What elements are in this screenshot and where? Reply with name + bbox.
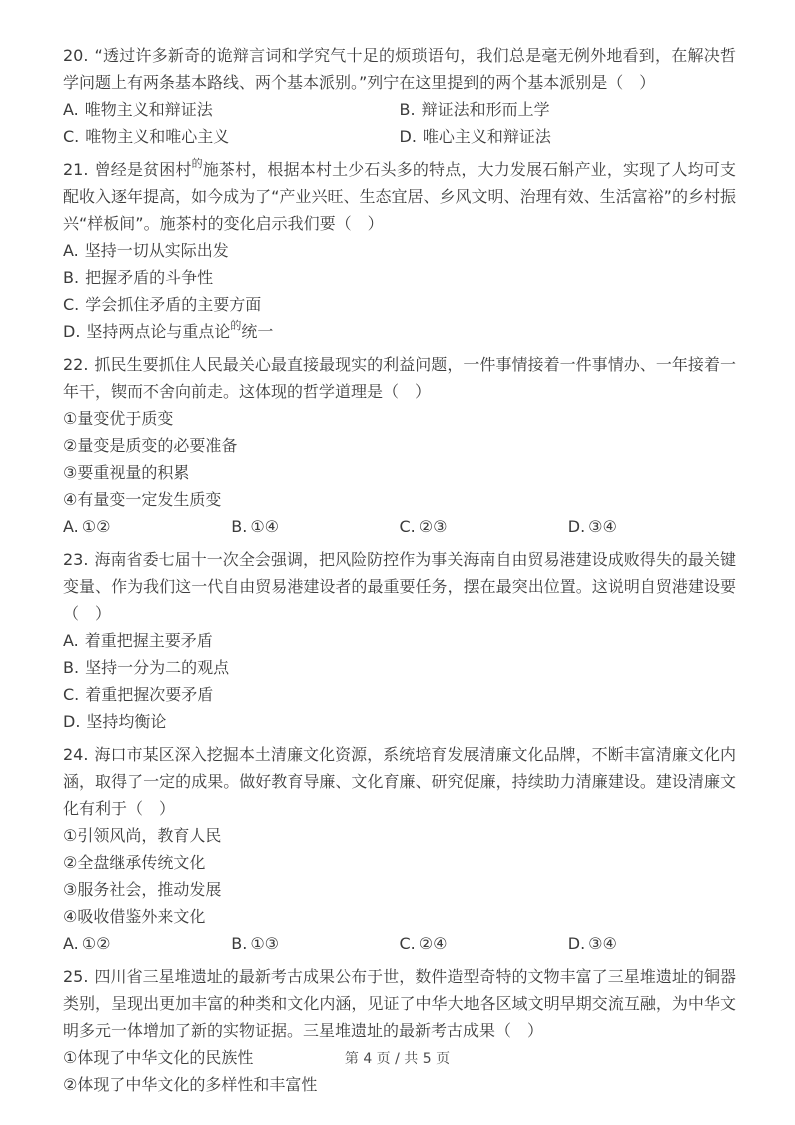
stem-text: 施茶村，根据本村土少石头多的特点，大力发展石斛产业，实现了人均可支配收入逐年提高，如今成为了“产业兴旺、生态宜居、乡风文明、治理有效、生活富裕”的乡村振兴“样板间”。施茶村的变化启示我们要（ ） <box>63 160 736 233</box>
stem-text: 抓民生要抓住人民最关心最直接最现实的利益问题，一件事情接着一件事情办、一年接着一年干，锲而不舍向前走。这体现的哲学道理是（ ） <box>63 355 736 401</box>
statement-item: ②体现了中华文化的多样性和丰富性 <box>63 1075 318 1094</box>
option-d <box>568 513 736 540</box>
option-label: D. <box>63 712 81 731</box>
question-number: 20. <box>63 46 89 65</box>
stem-text: “透过许多新奇的诡辩言词和学究气十足的烦琐语句，我们总是毫无例外地看到，在解决哲学问题上有两条基本路线、两个基本派别。”列宁在这里提到的两个基本派别是（ ） <box>63 46 736 92</box>
option-text: 唯物主义和辩证法 <box>84 100 213 119</box>
option-a <box>63 237 736 264</box>
option-text: ③④ <box>588 934 617 953</box>
option-text: 唯心主义和辩证法 <box>422 127 551 146</box>
option-d <box>400 123 737 150</box>
statement-item: ①引领风尚，教育人民 <box>63 826 222 845</box>
option-label: A. <box>63 100 79 119</box>
option-text: 坚持两点论与重点论 <box>86 322 231 341</box>
question <box>63 156 736 345</box>
option-label: C. <box>399 934 416 953</box>
question <box>63 963 736 1098</box>
question <box>63 546 736 735</box>
options <box>63 627 736 735</box>
option-label: D. <box>567 934 586 953</box>
options <box>63 513 736 540</box>
stem-text: 曾经是贫困村 <box>94 160 192 179</box>
option-text: ③④ <box>588 517 617 536</box>
option-text: ①③ <box>250 934 279 953</box>
superscript-text: 的 <box>230 318 242 332</box>
stem-text: 海口市某区深入挖掘本土清廉文化资源，系统培育发展清廉文化品牌，不断丰富清廉文化内涵，取得了一定的成果。做好教育导廉、文化育廉、研究促廉，持续助力清廉建设。建设清廉文化有利于（ ） <box>63 745 736 818</box>
statement-item: ②量变是质变的必要准备 <box>63 436 238 455</box>
option-text: 唯物主义和唯心主义 <box>85 127 230 146</box>
option-a <box>63 513 231 540</box>
option-text: 着重把握次要矛盾 <box>85 685 214 704</box>
option-label: A. <box>63 631 79 650</box>
option-c <box>63 123 400 150</box>
option-c <box>400 513 568 540</box>
question-number: 22. <box>63 355 89 374</box>
option-label: B. <box>63 268 80 287</box>
question-stem <box>63 546 736 627</box>
option-label: C. <box>63 295 80 314</box>
question-stem <box>63 963 736 1044</box>
option-label: D. <box>63 322 81 341</box>
statement-item: ①体现了中华文化的民族性 <box>63 1048 254 1067</box>
question <box>63 42 736 150</box>
option-a <box>63 627 736 654</box>
option-text: ①④ <box>250 517 279 536</box>
option-b <box>231 513 399 540</box>
option-b <box>63 654 736 681</box>
superscript-text: 的 <box>191 156 203 170</box>
option-text: ②③ <box>418 517 448 536</box>
option-text: 坚持一分为二的观点 <box>85 658 230 677</box>
page-footer <box>0 1048 795 1070</box>
stem-text: 四川省三星堆遗址的最新考古成果公布于世，数件造型奇特的文物丰富了三星堆遗址的铜器类别，呈现出更加丰富的种类和文化内涵，见证了中华大地各区域文明早期交流互融，为中华文明多元一体增加了新的实物证据。三星堆遗址的最新考古成果（ ） <box>63 967 736 1040</box>
question <box>63 741 736 957</box>
option-text: ②④ <box>418 934 448 953</box>
options <box>63 96 736 150</box>
option-label: A. <box>63 241 79 260</box>
option-c <box>63 681 736 708</box>
question-number: 23. <box>63 550 89 569</box>
statement-item: ①量变优于质变 <box>63 409 174 428</box>
statement-item: ③要重视量的积累 <box>63 463 190 482</box>
option-b <box>400 96 737 123</box>
option-label: B. <box>231 517 248 536</box>
statement-item: ②全盘继承传统文化 <box>63 853 206 872</box>
statement-item: ③服务社会，推动发展 <box>63 880 222 899</box>
option-text: 着重把握主要矛盾 <box>84 631 213 650</box>
option-label: C. <box>63 685 80 704</box>
option-text: 坚持均衡论 <box>86 712 167 731</box>
option-label: B. <box>399 100 416 119</box>
statement-item: ④有量变一定发生质变 <box>63 490 222 509</box>
option-label: A. <box>63 517 79 536</box>
options <box>63 237 736 345</box>
question-stem <box>63 42 736 96</box>
option-d <box>63 708 736 735</box>
question-stem <box>63 741 736 822</box>
option-label: D. <box>567 517 586 536</box>
question-number: 21. <box>63 160 89 179</box>
option-b <box>231 930 399 957</box>
question-number: 24. <box>63 745 89 764</box>
option-label: D. <box>399 127 417 146</box>
option-b <box>63 264 736 291</box>
option-label: B. <box>231 934 248 953</box>
page-number-text: 第 4 页 / 共 5 页 <box>344 1051 451 1067</box>
option-text: ①② <box>81 934 111 953</box>
option-text: 坚持一切从实际出发 <box>84 241 229 260</box>
option-a <box>63 930 231 957</box>
question-stem <box>63 351 736 405</box>
option-label: C. <box>399 517 416 536</box>
question-stem <box>63 156 736 237</box>
question-number: 25. <box>63 967 89 986</box>
option-d <box>568 930 736 957</box>
statement-item: ④吸收借鉴外来文化 <box>63 907 206 926</box>
option-text: 把握矛盾的斗争性 <box>85 268 214 287</box>
option-c <box>63 291 736 318</box>
option-label: A. <box>63 934 79 953</box>
option-c <box>400 930 568 957</box>
option-text: 辩证法和形而上学 <box>421 100 550 119</box>
option-text: 统一 <box>241 322 274 341</box>
option-d <box>63 318 736 345</box>
option-label: B. <box>63 658 80 677</box>
question <box>63 351 736 540</box>
option-text: ①② <box>81 517 111 536</box>
question-list <box>63 42 736 1104</box>
stem-text: 海南省委七届十一次全会强调，把风险防控作为事关海南自由贸易港建设成败得失的最关键变量、作为我们这一代自由贸易港建设者的最重要任务，摆在最突出位置。这说明自贸港建设要（ ） <box>63 550 736 623</box>
option-a <box>63 96 400 123</box>
option-label: C. <box>63 127 80 146</box>
option-text: 学会抓住矛盾的主要方面 <box>85 295 262 314</box>
options <box>63 930 736 957</box>
